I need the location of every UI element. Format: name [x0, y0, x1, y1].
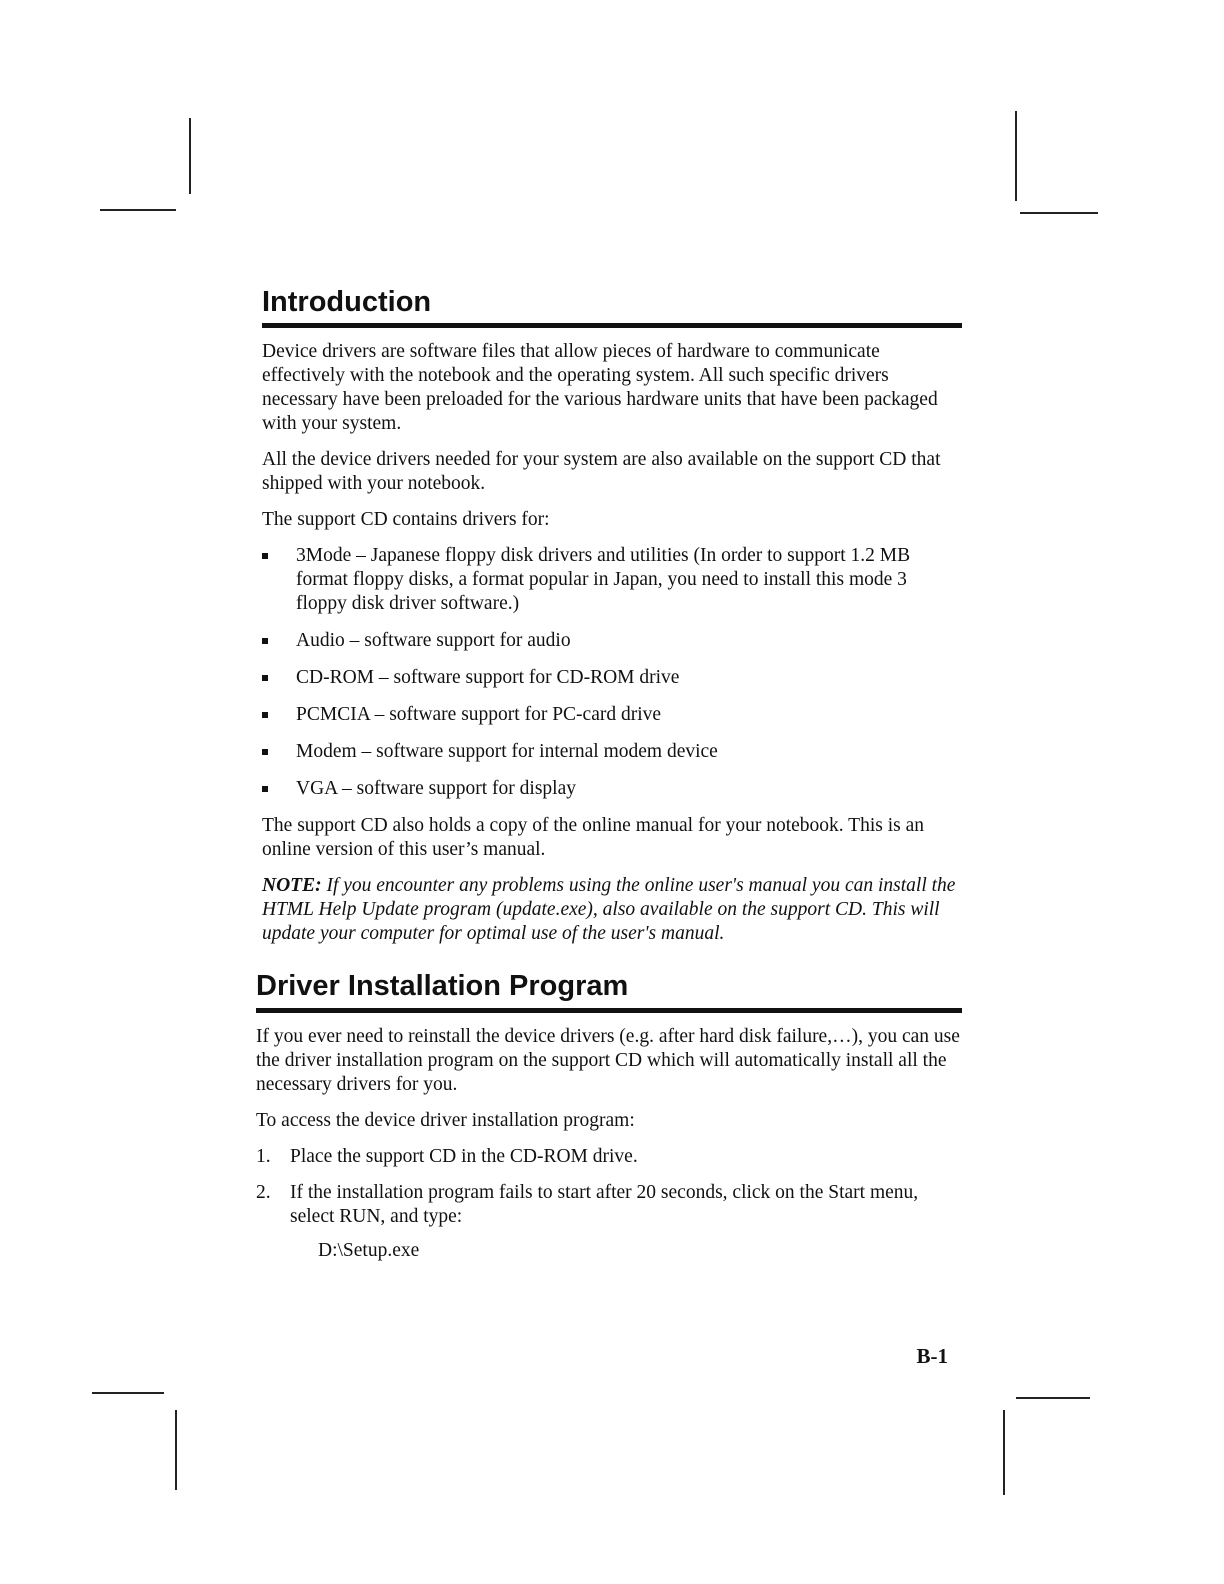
- intro-paragraph: All the device drivers needed for your system are also available on the support CD that shipped with your notebook.: [262, 449, 941, 495]
- setup-command: D:\Setup.exe: [318, 1239, 420, 1261]
- note-paragraph: [262, 874, 962, 946]
- crop-mark-bottom-right-vertical: [1003, 1410, 1005, 1495]
- note-text: If you encounter any problems using the online user's manual you can install the HTML Help Update program (update.exe), also available on the support CD. This will update your computer for optimal use of the user's manual.: [262, 875, 956, 945]
- driver-item-text: VGA – software support for display: [296, 778, 576, 800]
- driver-list-item: [262, 740, 962, 764]
- driver-installation-heading: Driver Installation Program: [256, 970, 962, 1012]
- bullet-icon: [262, 712, 268, 718]
- note-label: NOTE:: [262, 875, 322, 897]
- driver-item-text: Audio – software support for audio: [296, 630, 571, 652]
- driver-item-text: Modem – software support for internal modem device: [296, 741, 718, 763]
- driver-list-item: [262, 666, 962, 690]
- driver-list-item: [262, 777, 962, 801]
- page-content: [256, 286, 962, 1275]
- driver-list-item: [262, 629, 962, 653]
- introduction-heading: Introduction: [262, 286, 962, 328]
- crop-mark-top-right-horizontal: [1020, 212, 1098, 214]
- bullet-icon: [262, 749, 268, 755]
- step-item: [256, 1145, 962, 1169]
- driver-paragraph: If you ever need to reinstall the device drivers (e.g. after hard disk failure,…), you can use the driver installation program on the support CD which will automatically install all the necessary drivers for you.: [256, 1025, 960, 1095]
- crop-mark-bottom-right-horizontal: [1016, 1397, 1090, 1399]
- online-manual-paragraph: The support CD also holds a copy of the online manual for your notebook. This is an online version of this user’s manual.: [262, 815, 924, 861]
- crop-mark-top-left-vertical: [189, 118, 191, 194]
- driver-paragraph: To access the device driver installation program:: [256, 1109, 635, 1131]
- step-text: If the installation program fails to start after 20 seconds, click on the Start menu, select RUN, and type:: [290, 1181, 919, 1227]
- driver-list-item: [262, 703, 962, 727]
- bullet-icon: [262, 638, 268, 644]
- driver-item-text: CD-ROM – software support for CD-ROM drive: [296, 667, 680, 689]
- step-text: Place the support CD in the CD-ROM drive.: [290, 1145, 638, 1167]
- intro-paragraph: Device drivers are software files that allow pieces of hardware to communicate effectively with the notebook and the operating system. All such specific drivers necessary have been preloaded for the various hardware units that have been packaged with your system.: [262, 341, 938, 435]
- step-item: [256, 1181, 962, 1263]
- crop-mark-top-right-vertical: [1015, 111, 1017, 201]
- crop-mark-top-left-horizontal: [100, 209, 176, 211]
- page-number: B-1: [916, 1344, 948, 1368]
- driver-item-text: PCMCIA – software support for PC-card drive: [296, 704, 662, 726]
- step-number: 2.: [256, 1181, 271, 1203]
- driver-item-text: 3Mode – Japanese floppy disk drivers and utilities (In order to support 1.2 MB format floppy disks, a format popular in Japan, you need to install this mode 3 floppy disk driver software.): [296, 545, 911, 615]
- driver-list-item: [262, 544, 962, 616]
- crop-mark-bottom-left-vertical: [175, 1410, 177, 1490]
- introduction-section: [262, 286, 962, 946]
- intro-paragraph: The support CD contains drivers for:: [262, 509, 550, 531]
- installation-steps: [256, 1145, 962, 1263]
- crop-mark-bottom-left-horizontal: [92, 1392, 164, 1394]
- driver-list: [262, 544, 962, 801]
- step-number: 1.: [256, 1145, 271, 1167]
- bullet-icon: [262, 786, 268, 792]
- bullet-icon: [262, 675, 268, 681]
- driver-installation-section: [256, 970, 962, 1262]
- bullet-icon: [262, 553, 268, 559]
